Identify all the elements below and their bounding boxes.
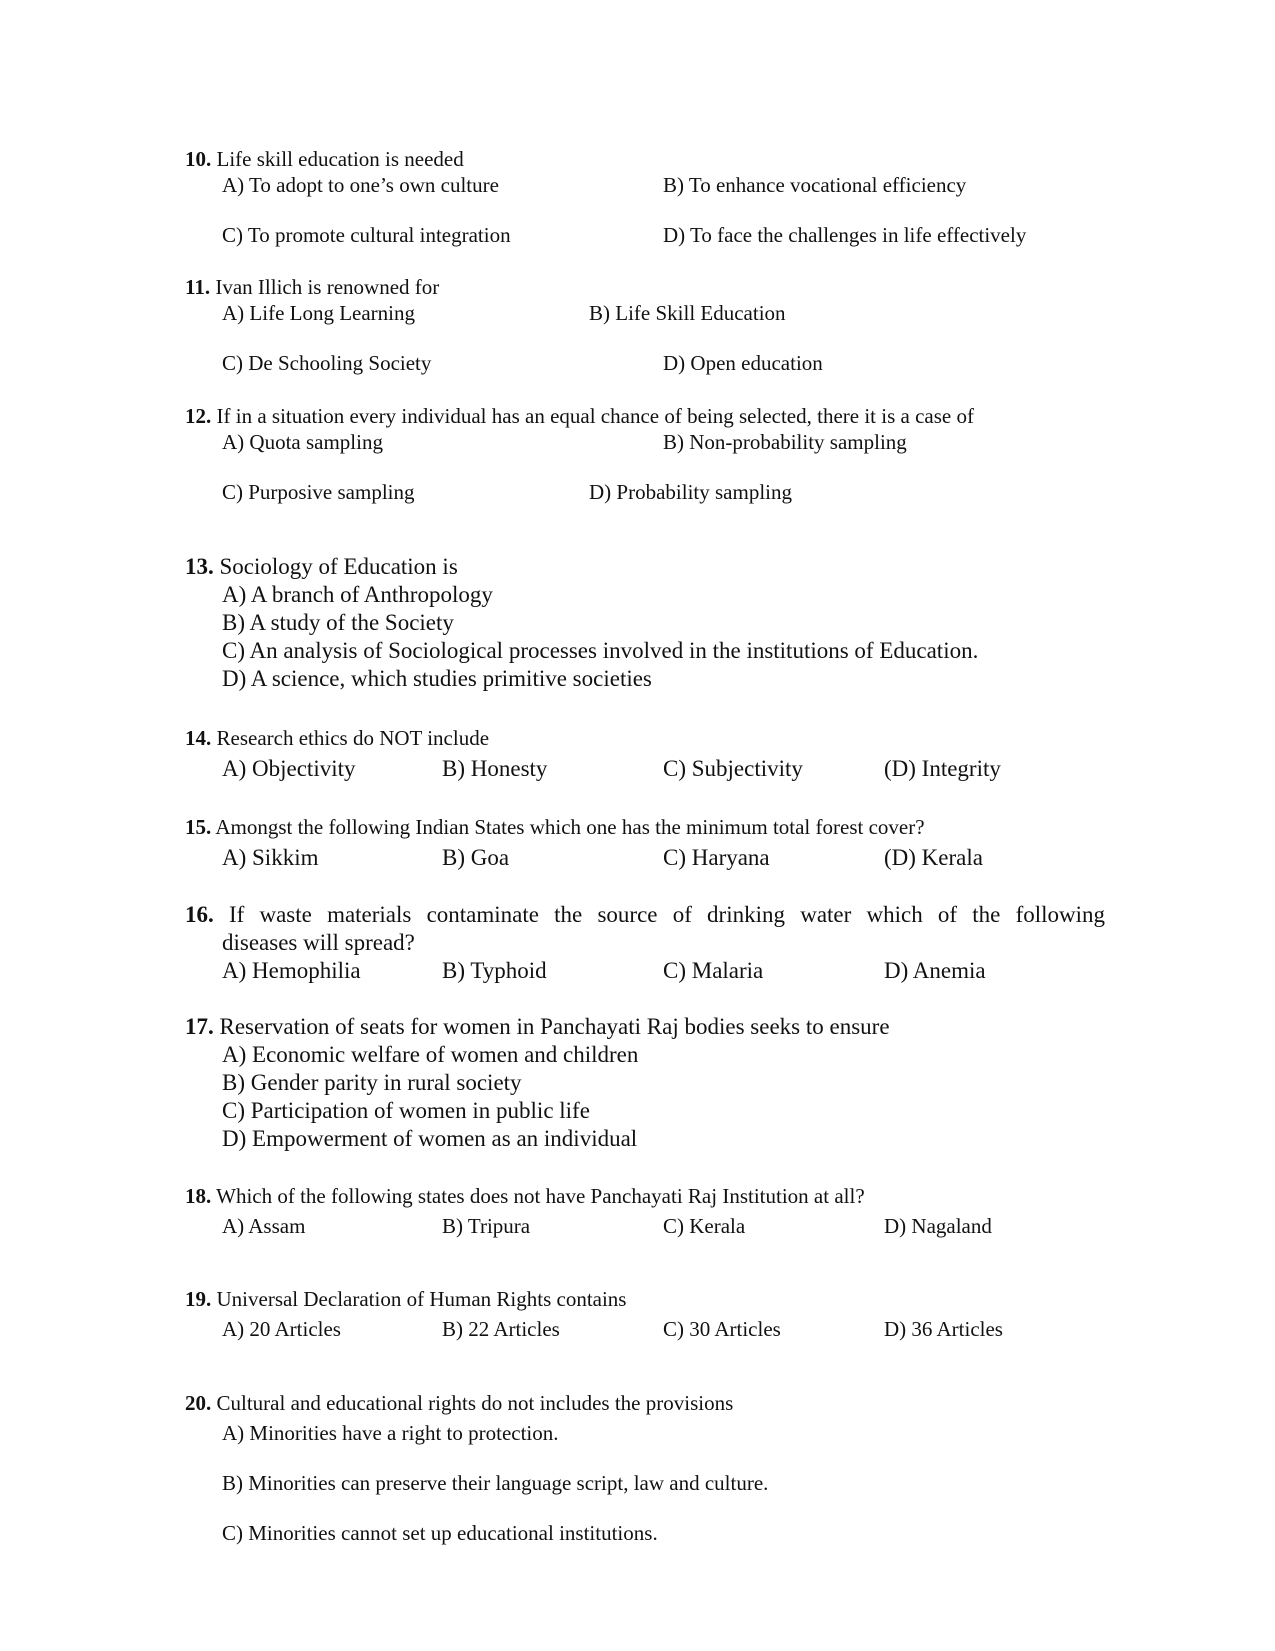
- option-a: A) Life Long Learning: [222, 301, 416, 325]
- question-13: [185, 554, 458, 580]
- option-b: B) Goa: [442, 845, 510, 870]
- question-text: Which of the following states does not have Panchayati Raj Institution at all?: [216, 1184, 865, 1208]
- option-b: B) Gender parity in rural society: [222, 1070, 522, 1095]
- question-number: 10.: [185, 147, 212, 171]
- question-text-continued: diseases will spread?: [222, 930, 415, 955]
- question-number: 20.: [185, 1391, 212, 1415]
- option-b: B) To enhance vocational efficiency: [663, 173, 967, 197]
- option-b: B) A study of the Society: [222, 610, 454, 635]
- option-c: C) To promote cultural integration: [222, 223, 511, 247]
- option-c: C) Haryana: [663, 845, 770, 870]
- option-b: B) Minorities can preserve their language script, law and culture.: [222, 1471, 769, 1495]
- option-d: (D) Kerala: [884, 845, 983, 870]
- question-number: 14.: [185, 726, 212, 750]
- option-d: D) To face the challenges in life effectively: [663, 223, 1027, 247]
- question-number: 18.: [185, 1184, 212, 1208]
- question-18: [185, 1183, 865, 1209]
- option-d: (D) Integrity: [884, 756, 1001, 781]
- question-number: 13.: [185, 554, 214, 579]
- question-number: 15.: [185, 815, 212, 839]
- option-c: C) Minorities cannot set up educational institutions.: [222, 1521, 658, 1545]
- option-c: C) Subjectivity: [663, 756, 803, 781]
- option-d: D) A science, which studies primitive societies: [222, 666, 652, 691]
- option-a: A) Minorities have a right to protection.: [222, 1421, 559, 1445]
- question-number: 16.: [185, 902, 214, 927]
- option-c: C) Kerala: [663, 1214, 746, 1238]
- question-14: [185, 725, 489, 751]
- question-text: Research ethics do NOT include: [216, 726, 490, 750]
- question-number: 17.: [185, 1014, 214, 1039]
- option-a: A) Assam: [222, 1214, 306, 1238]
- option-c: C) An analysis of Sociological processes involved in the institutions of Education.: [222, 638, 979, 663]
- question-number: 11.: [185, 275, 211, 299]
- question-16: [185, 902, 1105, 928]
- option-d: D) Nagaland: [884, 1214, 992, 1238]
- option-d: D) Open education: [663, 351, 823, 375]
- question-20: [185, 1390, 733, 1416]
- option-b: B) Typhoid: [442, 958, 547, 983]
- question-15: [185, 814, 925, 840]
- option-c: C) 30 Articles: [663, 1317, 781, 1341]
- option-d: D) Probability sampling: [589, 480, 792, 504]
- question-17: [185, 1014, 890, 1040]
- option-b: B) Non-probability sampling: [663, 430, 907, 454]
- option-a: A) 20 Articles: [222, 1317, 341, 1341]
- question-12: [185, 403, 974, 429]
- option-d: D) 36 Articles: [884, 1317, 1003, 1341]
- question-text: Reservation of seats for women in Panchayati Raj bodies seeks to ensure: [219, 1014, 890, 1039]
- option-a: A) Objectivity: [222, 756, 356, 781]
- option-c: C) De Schooling Society: [222, 351, 432, 375]
- question-text: Life skill education is needed: [216, 147, 464, 171]
- option-d: D) Anemia: [884, 958, 986, 983]
- option-d: D) Empowerment of women as an individual: [222, 1126, 638, 1151]
- question-text: If in a situation every individual has an equal chance of being selected, there it is a case of: [216, 404, 974, 428]
- option-c: C) Participation of women in public life: [222, 1098, 590, 1123]
- option-a: A) Economic welfare of women and children: [222, 1042, 639, 1067]
- question-text: Amongst the following Indian States which one has the minimum total forest cover?: [215, 815, 925, 839]
- option-b: B) Honesty: [442, 756, 548, 781]
- question-number: 12.: [185, 404, 212, 428]
- option-a: A) Quota sampling: [222, 430, 383, 454]
- option-b: B) 22 Articles: [442, 1317, 560, 1341]
- question-11: [185, 274, 439, 300]
- question-text: Universal Declaration of Human Rights contains: [216, 1287, 627, 1311]
- question-10: [185, 146, 464, 172]
- question-text: If waste materials contaminate the source of drinking water which of the following: [228, 902, 1106, 927]
- option-a: A) Hemophilia: [222, 958, 361, 983]
- question-number: 19.: [185, 1287, 212, 1311]
- option-a: A) Sikkim: [222, 845, 319, 870]
- question-text: Ivan Illich is renowned for: [215, 275, 440, 299]
- option-b: B) Life Skill Education: [589, 301, 786, 325]
- question-text: Cultural and educational rights do not includes the provisions: [216, 1391, 734, 1415]
- option-a: A) A branch of Anthropology: [222, 582, 493, 607]
- option-c: C) Malaria: [663, 958, 764, 983]
- question-19: [185, 1286, 626, 1312]
- option-a: A) To adopt to one’s own culture: [222, 173, 499, 197]
- question-text: Sociology of Education is: [219, 554, 458, 579]
- option-c: C) Purposive sampling: [222, 480, 415, 504]
- option-b: B) Tripura: [442, 1214, 531, 1238]
